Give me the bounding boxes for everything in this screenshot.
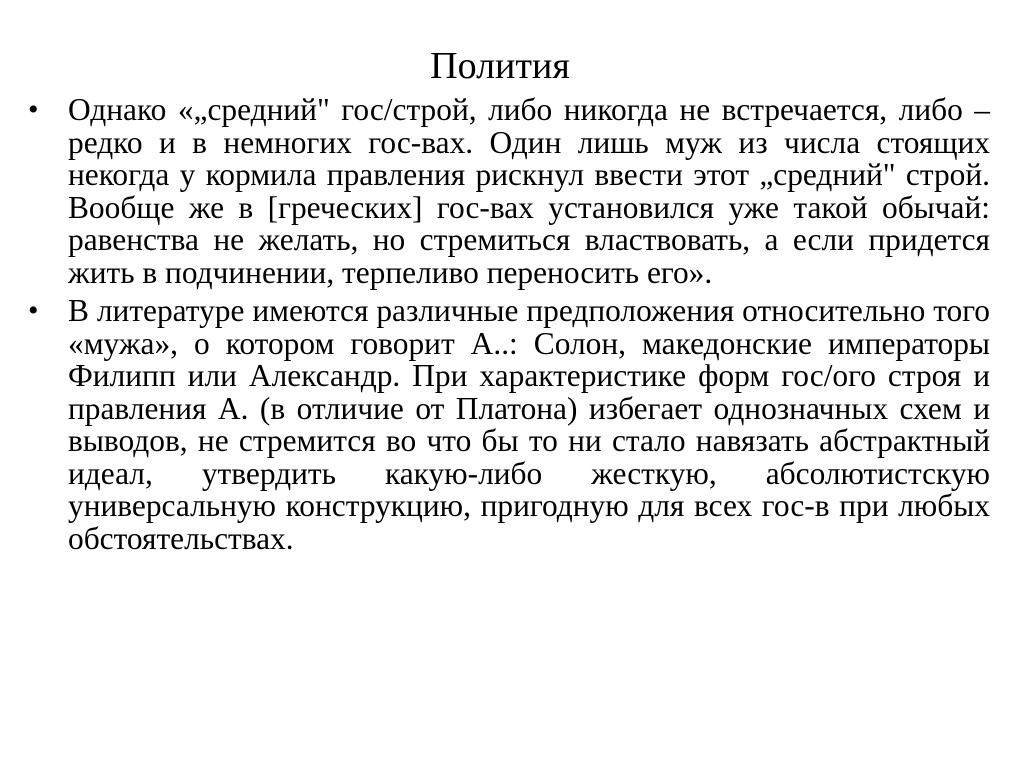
bullet-icon: • (28, 93, 39, 126)
bullet-item (28, 295, 990, 555)
bullet-text: Однако «„средний" гос/строй, либо никогда не встречается, либо – редко и в немногих гос-вах. Один лишь муж из числа стоящих некогда у кормила правления рискнул ввести этот „средний" строй. Вообще же в [греческих] гос-вах установился уже такой обычай: равенства не желать, но стремиться властвовать, а если придется жить в подчинении, терпеливо переносить его». (68, 92, 990, 290)
bullet-list (28, 94, 990, 561)
slide-title: Полития (430, 45, 570, 87)
bullet-text: В литературе имеются различные предположения относительно того «мужа», о котором говорит А..: Солон, македонские императоры Филипп или Александр. При характеристике форм гос/ого строя и правления А. (в отличие от Платона) избегает однозначных схем и выводов, не стремится во что бы то ни стало навязать абстрактный идеал, утвердить какую-либо жесткую, абсолютистскую универсальную конструкцию, пригодную для всех гос-в при любых обстоятельствах. (68, 293, 990, 556)
bullet-item (28, 94, 990, 289)
bullet-icon: • (28, 294, 39, 327)
